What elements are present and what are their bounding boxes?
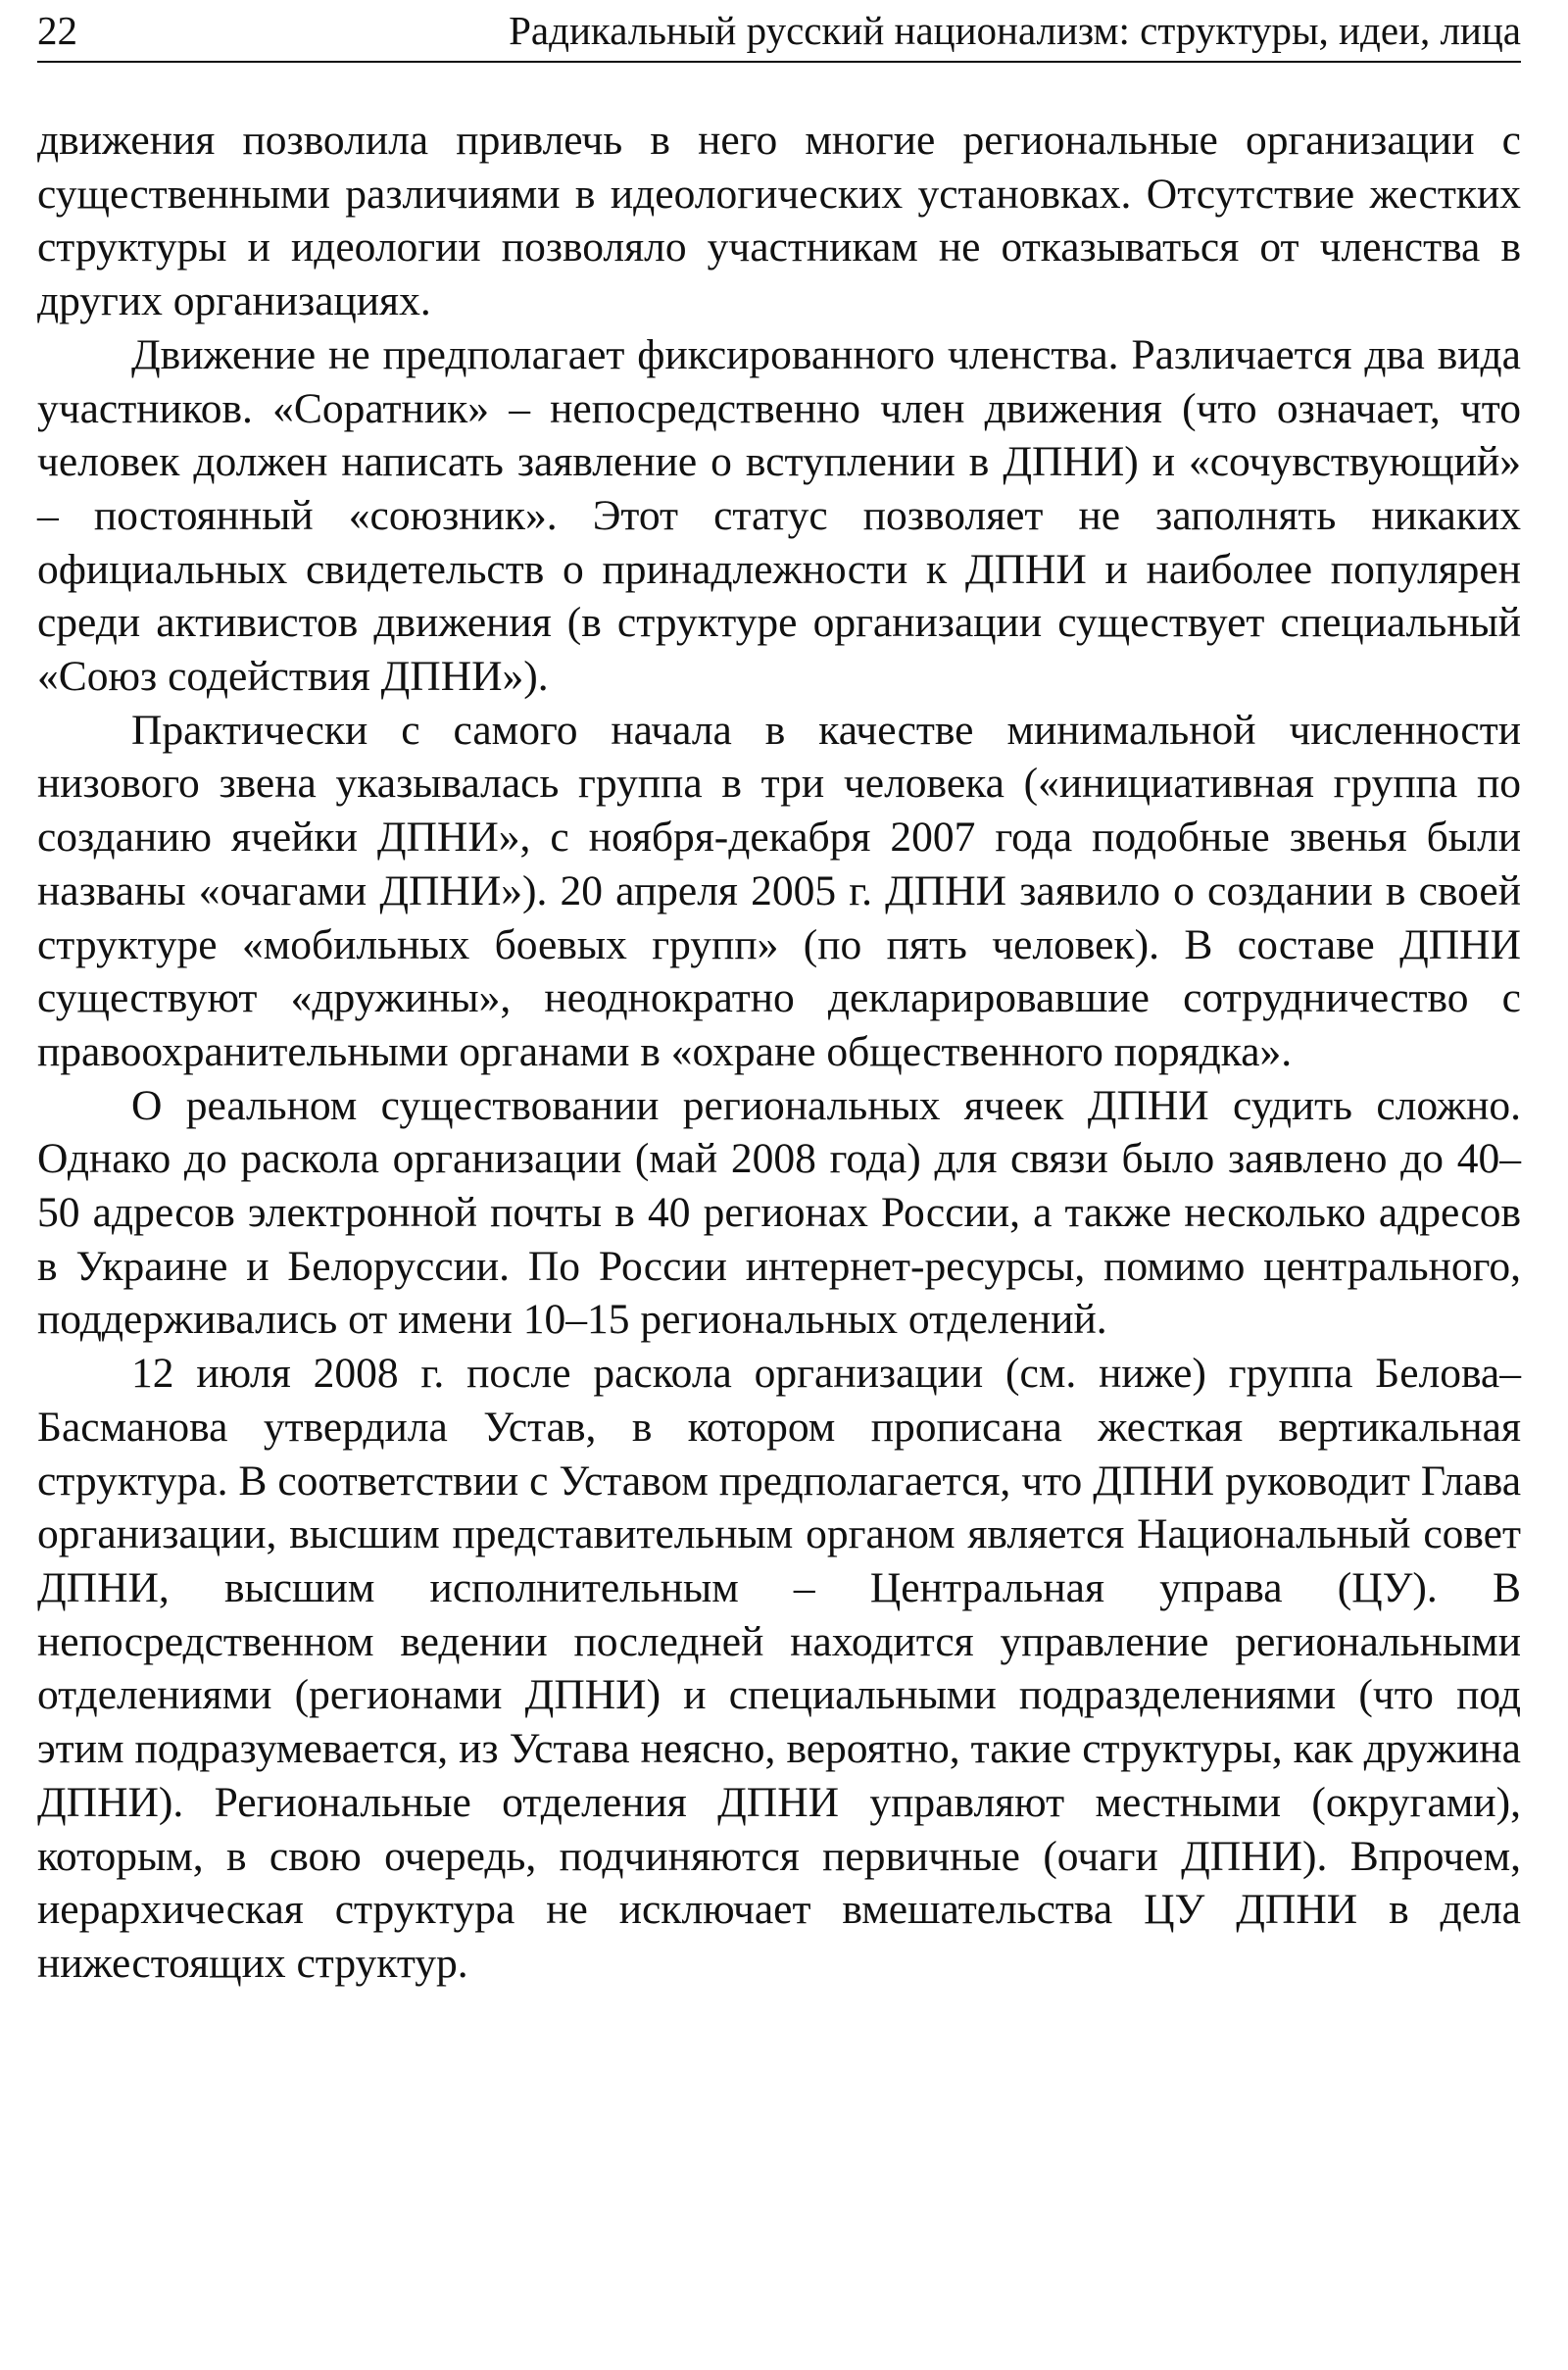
- paragraph-charter: 12 июля 2008 г. после раскола организации (см. ниже) группа Белова–Басманова утвердила Устав, в котором прописана жесткая вертикальная структура. В соответствии с Уставом предполагается, что ДПНИ руководит Глава организации, высшим представительным органом является Национальный совет ДПНИ, высшим исполнительным – Центральная управа (ЦУ). В непосредственном ведении последней находится управление региональными отделениями (регионами ДПНИ) и специальными подразделениями (что под этим подразумевается, из Устава неясно, вероятно, такие структуры, как дружина ДПНИ). Региональные отделения ДПНИ управляют местными (округами), которым, в свою очередь, подчиняются первичные (очаги ДПНИ). Впрочем, иерархическая структура не исключает вмешательства ЦУ ДПНИ в дела нижестоящих структур.: [37, 1350, 1521, 1987]
- running-head: [37, 0, 1521, 63]
- paragraph-cells: Практически с самого начала в качестве минимальной численности низового звена указывалась группа в три человека («инициативная группа по созданию ячейки ДПНИ», с ноября-декабря 2007 года подобные звенья были названы «очагами ДПНИ»). 20 апреля 2005 г. ДПНИ заявило о создании в своей структуре «мобильных боевых групп» (по пять человек). В составе ДПНИ существуют «дружины», неоднократно декларировавшие сотрудничество с правоохранительными органами в «охране общественного порядка».: [37, 706, 1521, 1075]
- page-number: 22: [37, 8, 77, 53]
- running-title: Радикальный русский национализм: структуры, идеи, лица: [509, 8, 1521, 53]
- paragraph-regional-branches: О реальном существовании региональных ячеек ДПНИ судить сложно. Однако до раскола организации (май 2008 года) для связи было заявлено до 40–50 адресов электронной почты в 40 регионах России, а также несколько адресов в Украине и Белоруссии. По России интернет-ресурсы, помимо центрального, поддерживались от имени 10–15 региональных отделений.: [37, 1081, 1521, 1344]
- paragraph-membership: Движение не предполагает фиксированного членства. Различается два вида участников. «Соратник» – непосредственно член движения (что означает, что человек должен написать заявление о вступлении в ДПНИ) и «сочувствующий» – постоянный «союзник». Этот статус позволяет не заполнять никаких официальных свидетельств о принадлежности к ДПНИ и наиболее популярен среди активистов движения (в структуре организации существует специальный «Союз содействия ДПНИ»).: [37, 330, 1521, 701]
- book-page: [37, 0, 1521, 1991]
- body-text: [37, 114, 1521, 1991]
- paragraph-continuation: движения позволила привлечь в него многие региональные организации с существенными различиями в идеологических установках. Отсутствие жестких структуры и идеологии позволяло участникам не отказываться от членства в других организациях.: [37, 117, 1521, 325]
